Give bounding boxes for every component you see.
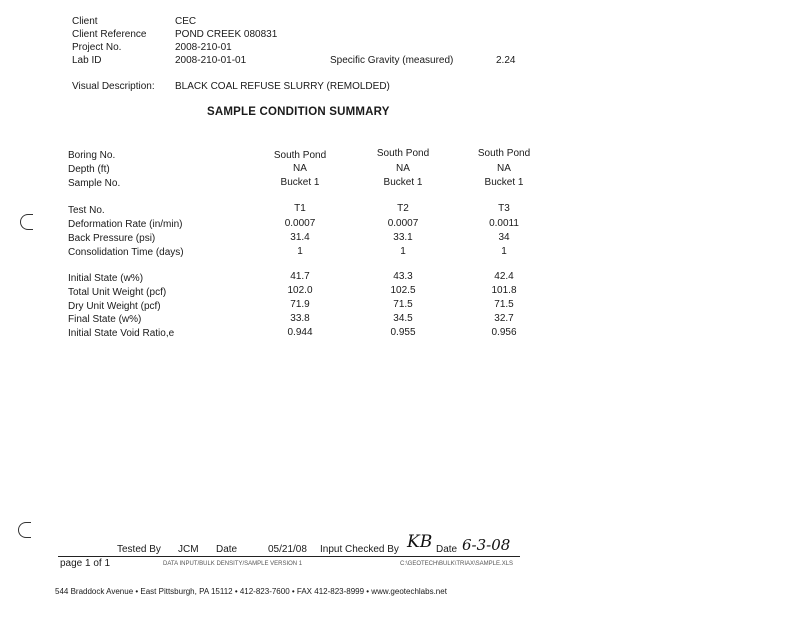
cell-test-2: 0.955 — [390, 327, 416, 338]
cell-test-2: Bucket 1 — [383, 177, 423, 188]
row-label: Back Pressure (psi) — [68, 233, 156, 244]
cell-test-3: Bucket 1 — [484, 177, 524, 188]
client-ref-value: POND CREEK 080831 — [175, 29, 278, 40]
file-path-left: DATA INPUT/BULK DENSITY/SAMPLE VERSION 1 — [163, 561, 303, 567]
visual-description-label: Visual Description: — [72, 81, 155, 92]
client-value: CEC — [175, 16, 197, 27]
cell-test-3: T3 — [498, 203, 510, 214]
cell-test-3: 42.4 — [494, 271, 514, 282]
page-title: SAMPLE CONDITION SUMMARY — [207, 106, 390, 118]
row-label: Consolidation Time (days) — [68, 247, 184, 258]
cell-test-1: 102.0 — [287, 285, 313, 296]
cell-test-1: Bucket 1 — [280, 177, 320, 188]
tested-by-value: JCM — [178, 544, 199, 555]
specific-gravity-value: 2.24 — [496, 55, 516, 66]
row-label: Dry Unit Weight (pcf) — [68, 301, 161, 312]
cell-test-3: 101.8 — [491, 285, 517, 296]
cell-test-3: 1 — [501, 246, 507, 257]
cell-test-1: 0.0007 — [284, 218, 316, 229]
row-label: Sample No. — [68, 178, 121, 189]
visual-description-value: BLACK COAL REFUSE SLURRY (REMOLDED) — [175, 81, 390, 92]
page-number: page 1 of 1 — [60, 558, 111, 569]
row-label: Initial State Void Ratio,e — [68, 328, 175, 339]
row-label: Deformation Rate (in/min) — [68, 219, 183, 230]
cell-test-2: 34.5 — [393, 313, 413, 324]
cell-test-3: NA — [497, 163, 511, 174]
file-path-right: C:\GEOTECH\BULK\TRIAX\SAMPLE.XLS — [400, 561, 514, 567]
cell-test-2: 0.0007 — [387, 218, 419, 229]
cell-test-2: 102.5 — [390, 285, 416, 296]
company-address: 544 Braddock Avenue • East Pittsburgh, PA 15112 • 412-823-7600 • FAX 412-823-8999 • www.geotechlabs.net — [55, 587, 447, 596]
punch-hole-top — [20, 214, 33, 230]
client-label: Client — [72, 16, 98, 27]
date-label: Date — [216, 544, 238, 555]
row-label: Test No. — [68, 205, 105, 216]
client-ref-label: Client Reference — [72, 29, 147, 40]
input-checked-label: Input Checked By — [320, 544, 399, 555]
cell-test-1: 41.7 — [290, 271, 310, 282]
date2-label: Date — [436, 544, 458, 555]
cell-test-1: South Pond — [273, 150, 327, 161]
cell-test-2: NA — [396, 163, 410, 174]
row-label: Initial State (w%) — [68, 273, 144, 284]
cell-test-1: T1 — [294, 203, 306, 214]
date2-handwritten: 6-3-08 — [462, 536, 511, 554]
project-value: 2008-210-01 — [175, 42, 232, 53]
row-label: Boring No. — [68, 150, 116, 161]
punch-hole-bottom — [18, 522, 31, 538]
cell-test-3: South Pond — [477, 148, 531, 159]
cell-test-1: 33.8 — [290, 313, 310, 324]
tested-by-label: Tested By — [117, 544, 161, 555]
cell-test-2: South Pond — [376, 148, 430, 159]
cell-test-1: 0.944 — [287, 327, 313, 338]
cell-test-1: 31.4 — [290, 232, 310, 243]
date-value: 05/21/08 — [268, 544, 307, 555]
cell-test-3: 0.956 — [491, 327, 517, 338]
cell-test-2: 1 — [400, 246, 406, 257]
lab-id-value: 2008-210-01-01 — [175, 55, 247, 66]
cell-test-2: 43.3 — [393, 271, 413, 282]
project-label: Project No. — [72, 42, 122, 53]
signoff-rule — [58, 556, 520, 557]
cell-test-1: 71.9 — [290, 299, 310, 310]
cell-test-2: 33.1 — [393, 232, 413, 243]
row-label: Total Unit Weight (pcf) — [68, 287, 167, 298]
row-label: Final State (w%) — [68, 314, 142, 325]
checked-by-signature: KB — [407, 532, 433, 552]
cell-test-1: NA — [293, 163, 307, 174]
lab-id-label: Lab ID — [72, 55, 102, 66]
cell-test-1: 1 — [297, 246, 303, 257]
row-label: Depth (ft) — [68, 164, 110, 175]
cell-test-3: 34 — [498, 232, 510, 243]
cell-test-2: 71.5 — [393, 299, 413, 310]
cell-test-2: T2 — [397, 203, 409, 214]
cell-test-3: 71.5 — [494, 299, 514, 310]
cell-test-3: 0.0011 — [489, 218, 519, 229]
cell-test-3: 32.7 — [494, 313, 514, 324]
specific-gravity-label: Specific Gravity (measured) — [330, 55, 454, 66]
